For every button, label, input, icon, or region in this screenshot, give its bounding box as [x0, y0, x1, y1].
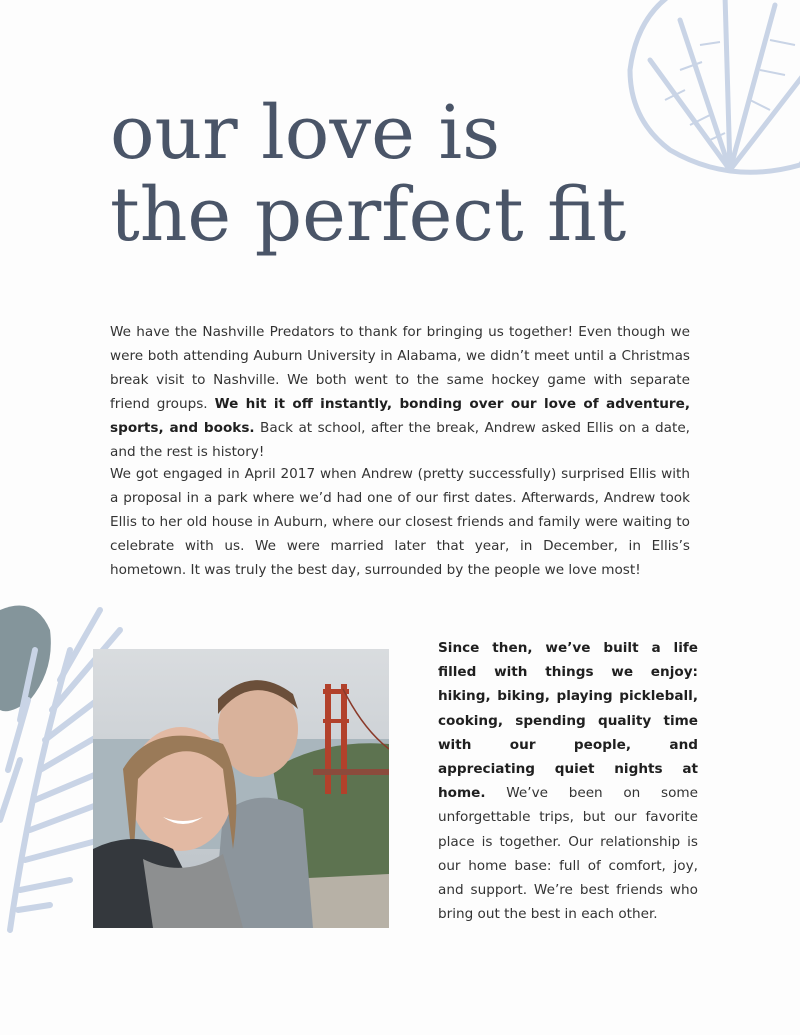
title-line-2: the perfect fit	[110, 172, 627, 258]
page-title	[110, 92, 626, 256]
couple-photo	[93, 649, 389, 928]
couple-photo-image	[93, 649, 389, 928]
paragraph-lead: We have the Nashville Predators to thank for bringing us together! Even though we were both attending Auburn University in Alabama, we didn’t meet until a Christmas break visit to Nashville. We both went to the same hockey game with separate friend groups.	[110, 324, 690, 412]
paragraph-tail: Back at school, after the break, Andrew asked Ellis on a date, and the rest is history!	[110, 420, 690, 460]
story-paragraph-life-together	[438, 636, 698, 926]
scallop-shell-icon	[610, 0, 800, 180]
story-paragraph-meeting	[110, 320, 690, 464]
paragraph-highlight: We hit it off instantly, bonding over our love of adventure, sports, and books.	[110, 396, 690, 436]
paragraph-tail: We’ve been on some unforgettable trips, but our favorite place is together. Our relationship is our home base: full of comfort, joy, and support. We’re best friends who bring out the best in each other.	[438, 785, 698, 923]
title-line-1: our love is	[110, 90, 501, 176]
story-paragraph-engagement: We got engaged in April 2017 when Andrew (pretty successfully) surprised Ellis with a proposal in a park where we’d had one of our first dates. Afterwards, Andrew took Ellis to her old house in Auburn, where our closest friends and family were waiting to celebrate with us. We were married later that year, in December, in Ellis’s hometown. It was truly the best day, surrounded by the people we love most!	[110, 466, 690, 578]
paragraph-highlight: Since then, we’ve built a life filled with things we enjoy: hiking, biking, playing pickleball, cooking, spending quality time with our people, and appreciating quiet nights at home.	[438, 640, 698, 802]
